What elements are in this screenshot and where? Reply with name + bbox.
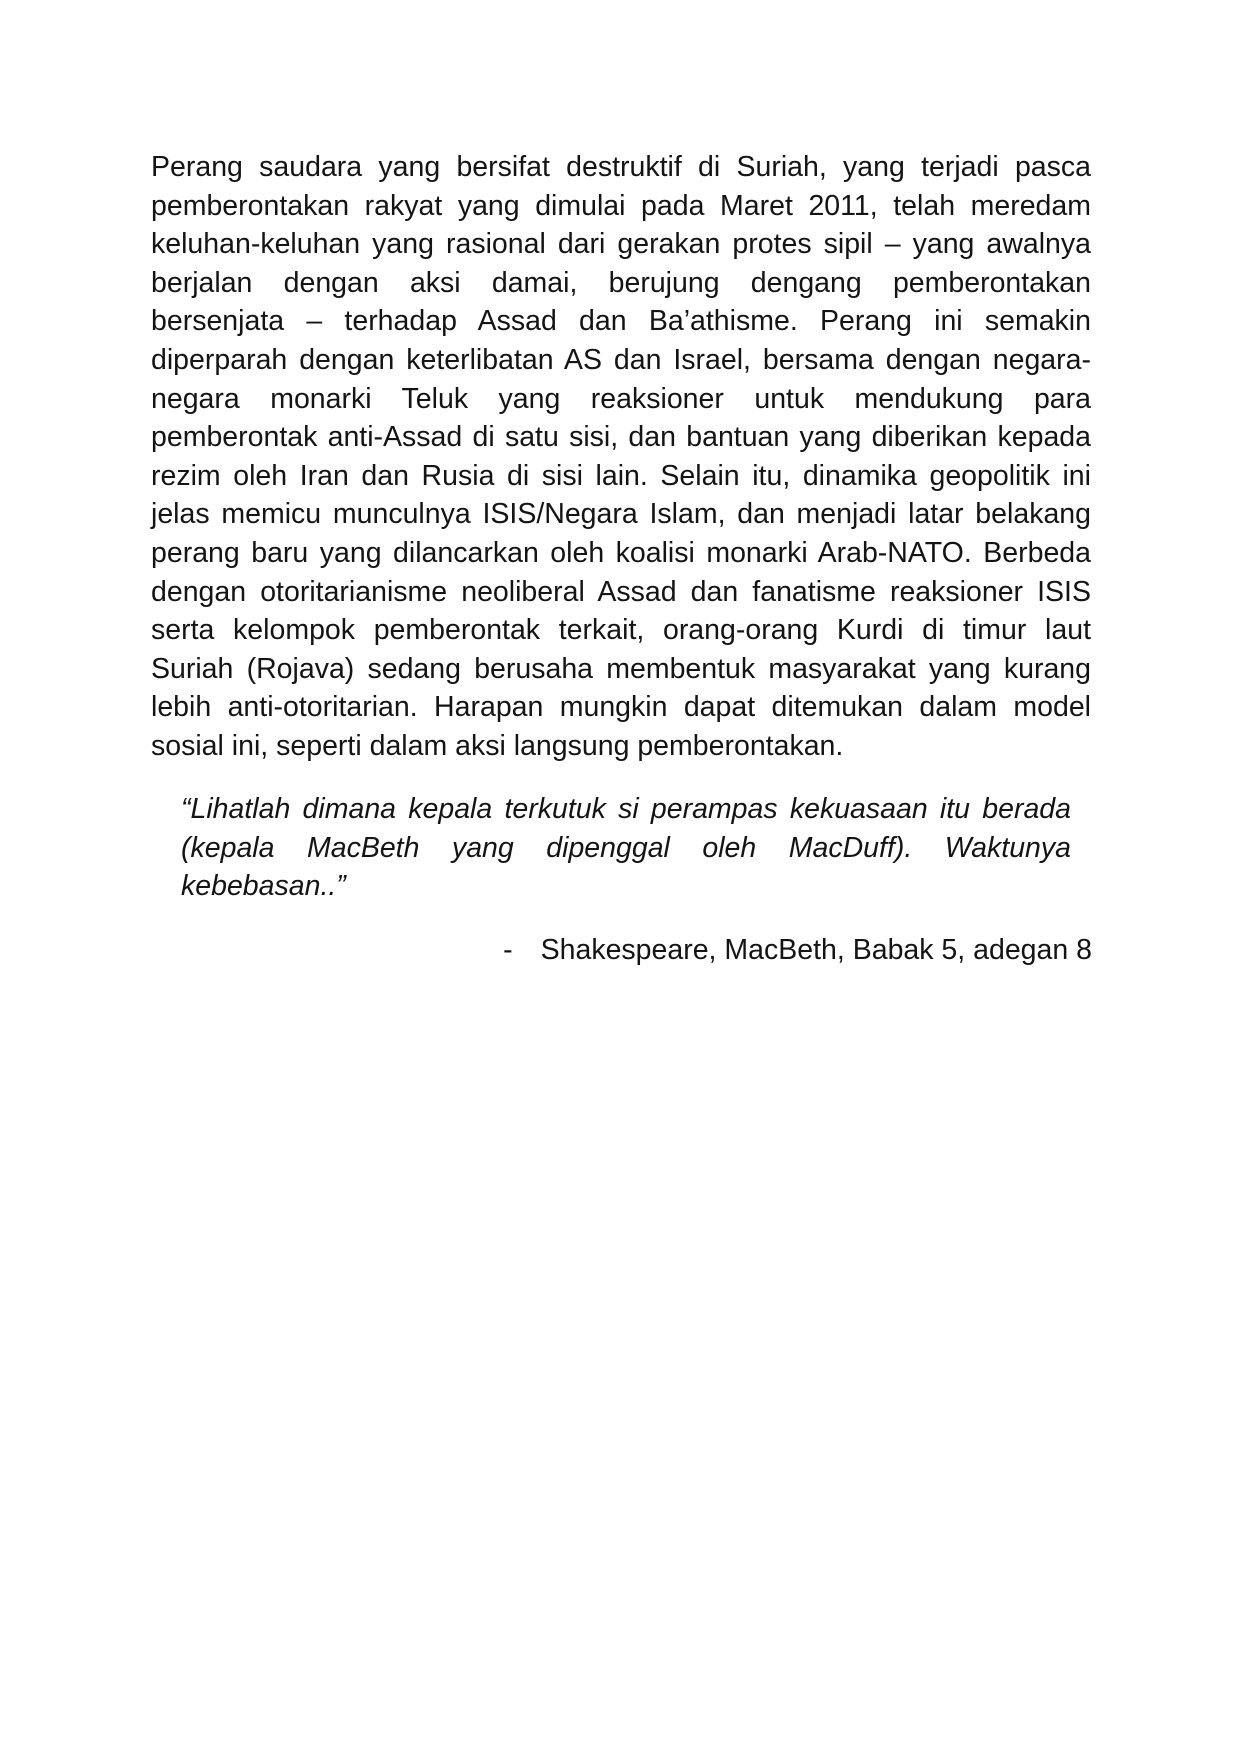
attribution-text: Shakespeare, MacBeth, Babak 5, adegan 8 [540,934,1092,966]
block-quote: “Lihatlah dimana kepala terkutuk si perampas kekuasaan itu berada (kepala MacBeth yang dipenggal oleh MacDuff). Waktunya kebebasan..” [181,793,1071,903]
attribution-dash: - [503,934,513,966]
quote-attribution [503,931,1092,970]
body-paragraph: Perang saudara yang bersifat destruktif di Suriah, yang terjadi pasca pemberontakan rakyat yang dimulai pada Maret 2011, telah meredam keluhan-keluhan yang rasional dari gerakan protes sipil – yang awalnya berjalan dengan aksi damai, berujung dengang pemberontakan bersenjata – terhadap Assad dan Ba’athisme. Perang ini semakin diperparah dengan keterlibatan AS dan Israel, bersama dengan negara-negara monarki Teluk yang reaksioner untuk mendukung para pemberontak anti-Assad di satu sisi, dan bantuan yang diberikan kepada rezim oleh Iran dan Rusia di sisi lain. Selain itu, dinamika geopolitik ini jelas memicu munculnya ISIS/Negara Islam, dan menjadi latar belakang perang baru yang dilancarkan oleh koalisi monarki Arab-NATO. Berbeda dengan otoritarianisme neoliberal Assad dan fanatisme reaksioner ISIS serta kelompok pemberontak terkait, orang-orang Kurdi di timur laut Suriah (Rojava) sedang berusaha membentuk masyarakat yang kurang lebih anti-otoritarian. Harapan mungkin dapat ditemukan dalam model sosial ini, seperti dalam aksi langsung pemberontakan. [151,151,1091,762]
